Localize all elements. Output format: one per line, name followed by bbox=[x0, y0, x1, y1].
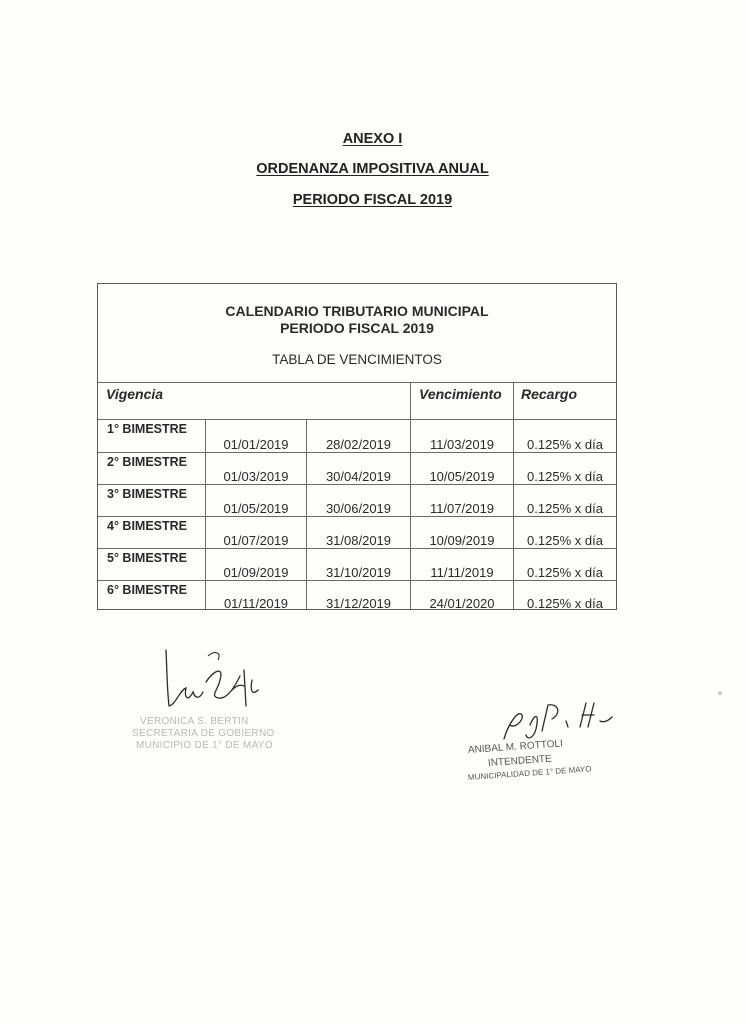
surcharge: 0.125% x día bbox=[527, 501, 603, 516]
due-date: 10/09/2019 bbox=[429, 533, 495, 548]
row-rule bbox=[98, 484, 616, 485]
header-top-rule bbox=[98, 382, 616, 383]
signature-right bbox=[464, 695, 634, 795]
row-label: 6° BIMESTRE bbox=[107, 583, 188, 597]
handwritten-signature-left bbox=[140, 640, 290, 720]
column-header-vigencia: Vigencia bbox=[106, 386, 164, 402]
date-from: 01/11/2019 bbox=[223, 596, 289, 611]
surcharge: 0.125% x día bbox=[527, 469, 603, 484]
date-from: 01/05/2019 bbox=[223, 501, 289, 516]
row-label: 5° BIMESTRE bbox=[107, 551, 188, 565]
ordinance-title: ORDENANZA IMPOSITIVA ANUAL bbox=[256, 161, 489, 177]
due-date: 10/05/2019 bbox=[429, 469, 495, 484]
signature-left bbox=[132, 640, 290, 760]
date-from: 01/09/2019 bbox=[223, 565, 289, 580]
due-date: 24/01/2020 bbox=[429, 596, 495, 611]
fiscal-period-title: PERIODO FISCAL 2019 bbox=[292, 192, 453, 208]
date-to: 30/06/2019 bbox=[325, 501, 392, 516]
row-rule bbox=[98, 580, 616, 581]
stamp-org: MUNICIPIO DE 1° DE MAYO bbox=[136, 740, 273, 751]
stamp-org: MUNICIPALIDAD DE 1° DE MAYO bbox=[467, 764, 592, 782]
row-label: 3° BIMESTRE bbox=[107, 487, 188, 501]
date-to: 30/04/2019 bbox=[325, 469, 392, 484]
surcharge: 0.125% x día bbox=[527, 565, 603, 580]
date-to: 28/02/2019 bbox=[325, 437, 392, 452]
annex-title: ANEXO I bbox=[342, 131, 403, 147]
column-header-recargo: Recargo bbox=[521, 386, 578, 402]
date-from: 01/03/2019 bbox=[223, 469, 289, 484]
due-date: 11/03/2019 bbox=[429, 437, 495, 452]
date-from: 01/07/2019 bbox=[223, 533, 289, 548]
date-to: 31/10/2019 bbox=[325, 565, 392, 580]
header-bottom-rule bbox=[98, 419, 616, 420]
row-label: 2° BIMESTRE bbox=[107, 455, 188, 469]
row-label: 4° BIMESTRE bbox=[107, 519, 188, 533]
date-to: 31/12/2019 bbox=[325, 596, 392, 611]
due-date: 11/07/2019 bbox=[429, 501, 495, 516]
stamp-title: SECRETARIA DE GOBIERNO bbox=[132, 728, 275, 739]
surcharge: 0.125% x día bbox=[527, 596, 603, 611]
calendar-table bbox=[97, 283, 617, 610]
row-rule bbox=[98, 516, 616, 517]
surcharge: 0.125% x día bbox=[527, 533, 603, 548]
scan-speck bbox=[718, 691, 722, 695]
calendar-title: CALENDARIO TRIBUTARIO MUNICIPAL bbox=[225, 303, 489, 319]
date-from: 01/01/2019 bbox=[223, 437, 289, 452]
due-date: 11/11/2019 bbox=[430, 565, 494, 580]
date-to: 31/08/2019 bbox=[325, 533, 392, 548]
column-header-vencimiento: Vencimiento bbox=[419, 386, 502, 402]
stamp-title: INTENDENTE bbox=[487, 753, 553, 769]
table-subtitle: TABLA DE VENCIMIENTOS bbox=[272, 352, 442, 367]
row-rule bbox=[98, 452, 616, 453]
surcharge: 0.125% x día bbox=[527, 437, 603, 452]
calendar-period: PERIODO FISCAL 2019 bbox=[280, 320, 434, 336]
row-label: 1° BIMESTRE bbox=[107, 422, 188, 436]
handwritten-signature-right bbox=[474, 695, 624, 745]
stamp-name: ANIBAL M. ROTTOLI bbox=[467, 738, 564, 756]
row-rule bbox=[98, 548, 616, 549]
stamp-name: VERONICA S. BERTIN bbox=[140, 716, 249, 727]
